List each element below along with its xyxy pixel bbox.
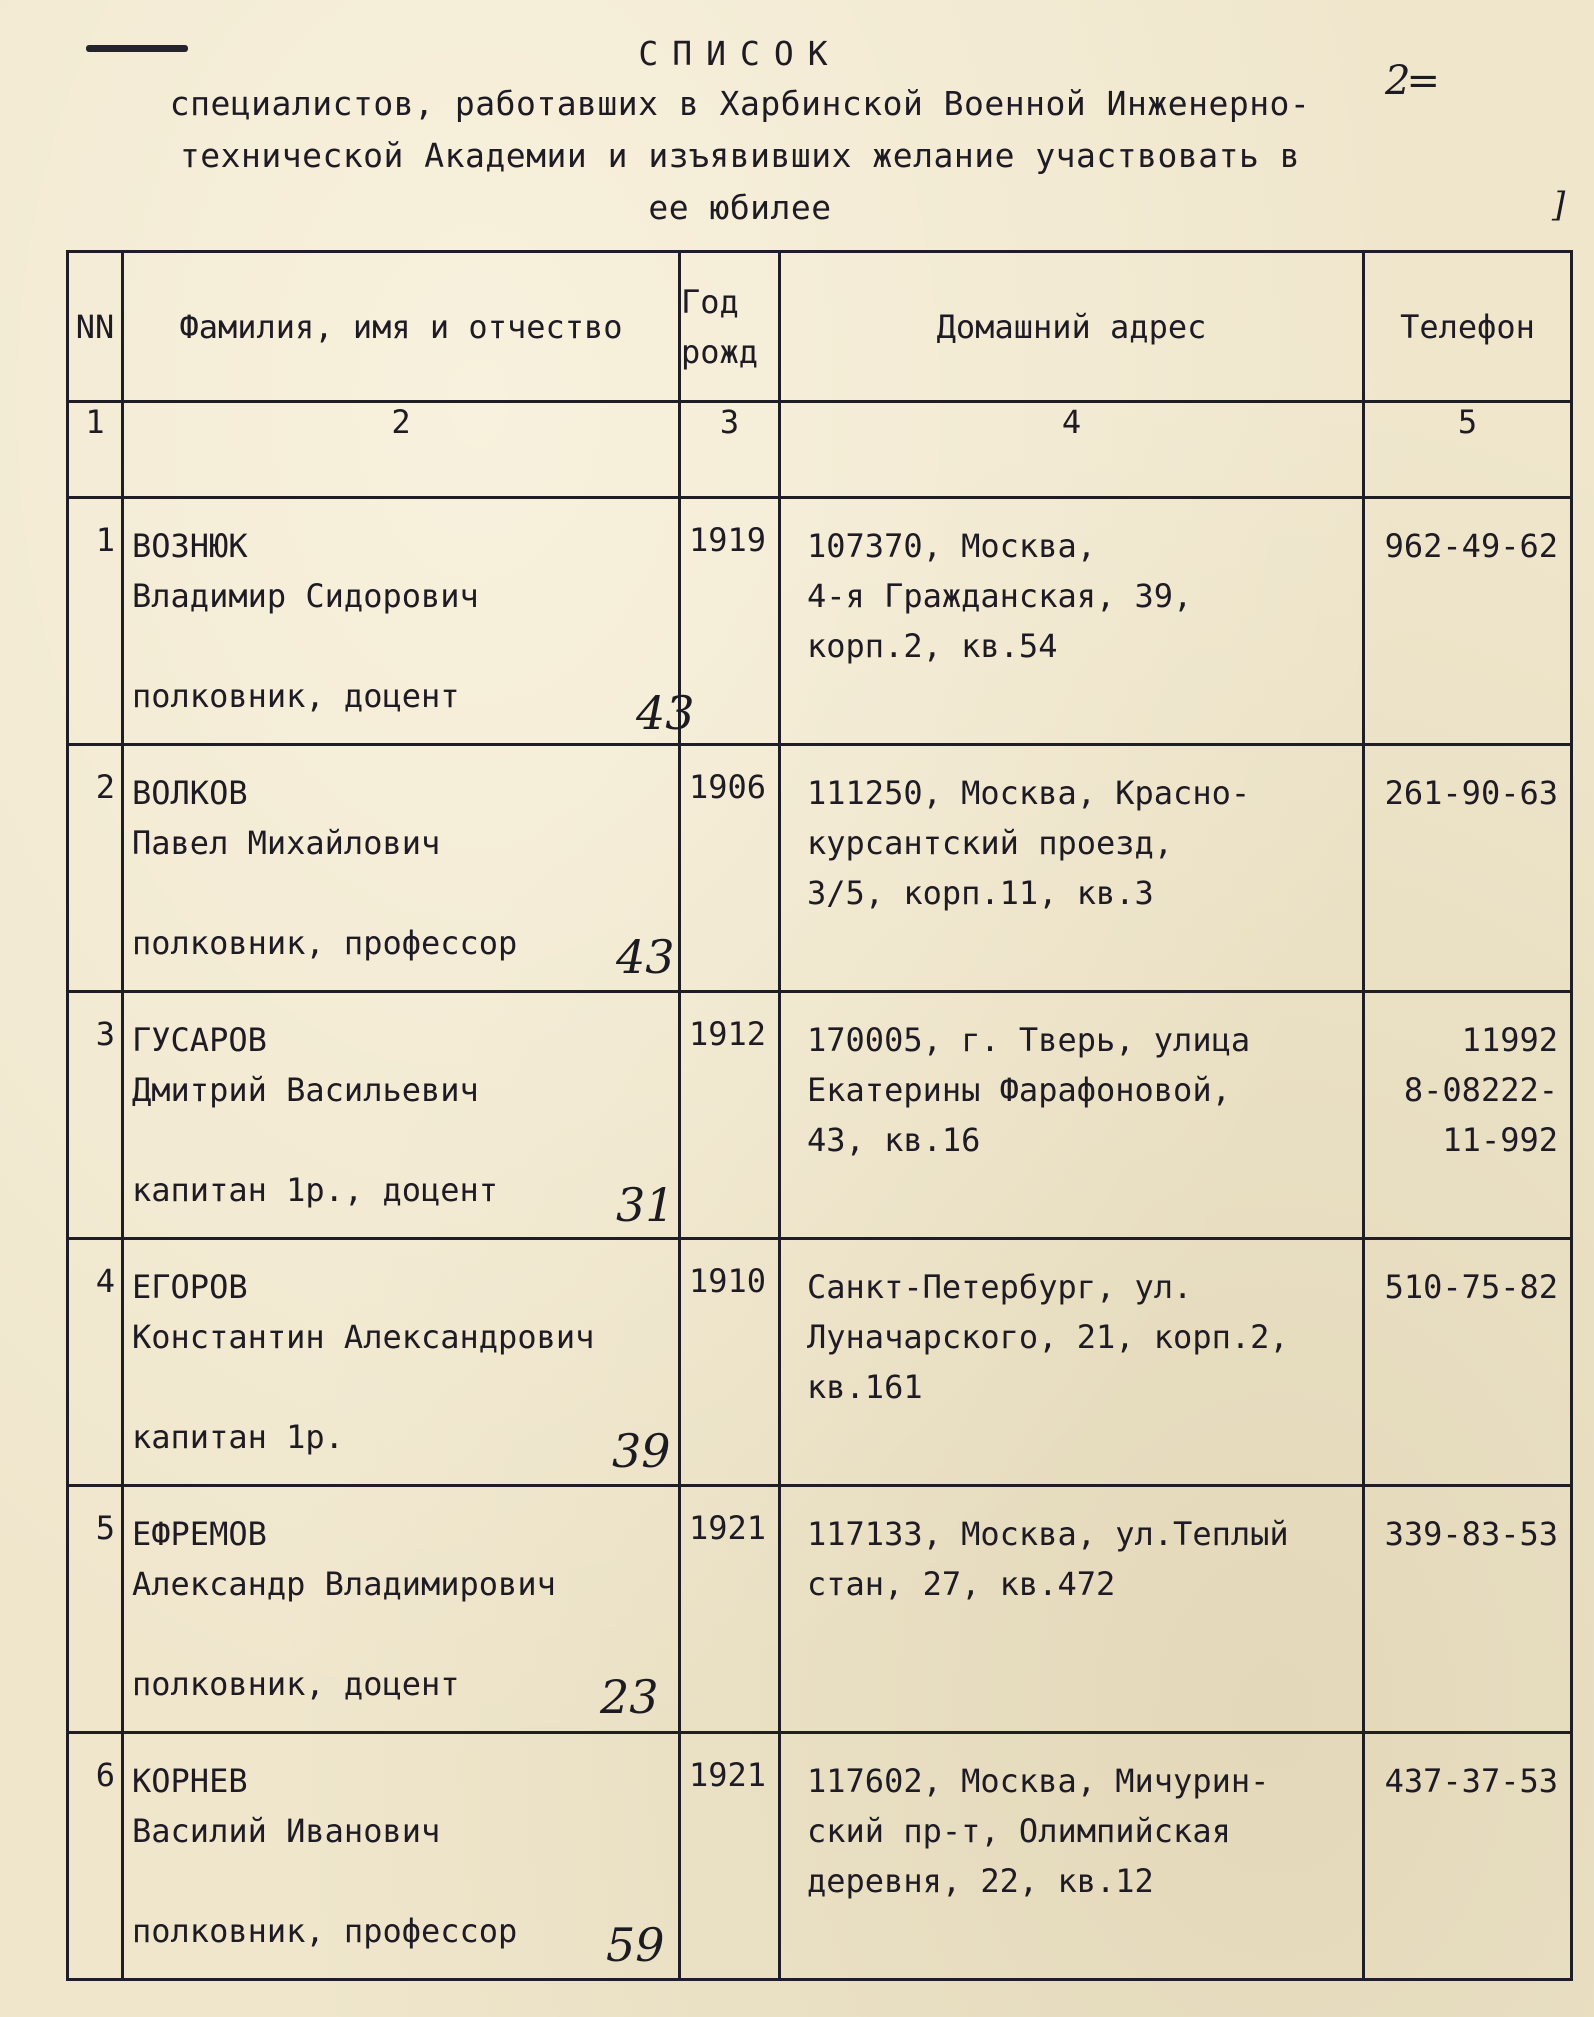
column-number: 4 [780,402,1364,498]
surname: ВОЛКОВ [132,774,248,812]
person-cell [123,745,680,992]
address-line: деревня, 22, кв.12 [807,1862,1154,1900]
row-number: 6 [68,1733,123,1980]
phone-line: 11992 [1461,1021,1558,1059]
birth-year: 1921 [680,1733,780,1980]
phone-line: 11-992 [1442,1121,1558,1159]
given-names: Владимир Сидорович [132,577,479,615]
address-line: Санкт-Петербург, ул. [807,1268,1193,1306]
surname: ЕФРЕМОВ [132,1515,267,1553]
birth-year: 1912 [680,992,780,1239]
row-number: 4 [68,1239,123,1486]
person-cell [123,992,680,1239]
column-number: 5 [1364,402,1572,498]
handwritten-row-mark: 23 [600,1670,659,1724]
person-cell [123,1239,680,1486]
specialists-table [66,250,1573,1981]
column-number: 1 [68,402,123,498]
birth-year: 1910 [680,1239,780,1486]
row-number: 3 [68,992,123,1239]
given-names: Константин Александрович [132,1318,595,1356]
given-names: Василий Иванович [132,1812,441,1850]
handwritten-row-mark: 39 [612,1424,671,1478]
table-row [68,1486,1572,1733]
phone-cell [1364,1733,1572,1980]
header-address: Домашний адрес [780,252,1364,402]
address-line: корп.2, кв.54 [807,627,1058,665]
table-row [68,1239,1572,1486]
address-cell [780,1486,1364,1733]
header-name: Фамилия, имя и отчество [123,252,680,402]
header-phone: Телефон [1364,252,1572,402]
address-line: стан, 27, кв.472 [807,1565,1116,1603]
table-row [68,992,1572,1239]
subtitle-line: технической Академии и изъявивших желание участвовать в [179,136,1301,175]
surname: КОРНЕВ [132,1762,248,1800]
address-line: 4-я Гражданская, 39, [807,577,1193,615]
phone-line: 261-90-63 [1384,774,1558,812]
address-line: ский пр-т, Олимпийская [807,1812,1231,1850]
address-line: 170005, г. Тверь, улица [807,1021,1251,1059]
address-line: кв.161 [807,1368,923,1406]
phone-cell [1364,1486,1572,1733]
column-number: 2 [123,402,680,498]
column-number-row [68,402,1572,498]
address-line: 111250, Москва, Красно- [807,774,1251,812]
table-row [68,1733,1572,1980]
handwritten-row-mark: 31 [616,1178,675,1232]
header-year [680,252,780,402]
rank: капитан 1р. [132,1418,344,1456]
birth-year: 1906 [680,745,780,992]
phone-cell [1364,498,1572,745]
person-cell [123,1486,680,1733]
address-cell [780,1239,1364,1486]
address-line: Луначарского, 21, корп.2, [807,1318,1289,1356]
address-line: 117133, Москва, ул.Теплый [807,1515,1289,1553]
address-cell [780,992,1364,1239]
row-number: 5 [68,1486,123,1733]
table-row [68,498,1572,745]
subtitle-line: ее юбилее [648,188,832,227]
handwritten-page-number: 2= [1385,58,1436,104]
address-line: 117602, Москва, Мичурин- [807,1762,1270,1800]
address-cell [780,745,1364,992]
rank: полковник, профессор [132,1912,518,1950]
phone-cell [1364,745,1572,992]
phone-line: 339-83-53 [1384,1515,1558,1553]
table-header-row [68,252,1572,402]
birth-year: 1921 [680,1486,780,1733]
phone-line: 510-75-82 [1384,1268,1558,1306]
surname: ЕГОРОВ [132,1268,248,1306]
handwritten-row-mark: 43 [636,686,695,740]
row-number: 2 [68,745,123,992]
phone-cell [1364,1239,1572,1486]
header-year-line2: рожд [681,332,759,371]
subtitle-line: специалистов, работавших в Харбинской Военной Инженерно- [169,84,1311,123]
handwritten-row-mark: 43 [616,930,675,984]
given-names: Александр Владимирович [132,1565,556,1603]
handwritten-bracket: ] [1552,185,1566,225]
address-cell [780,1733,1364,1980]
address-line: 43, кв.16 [807,1121,981,1159]
row-number: 1 [68,498,123,745]
person-cell [123,498,680,745]
rank: полковник, профессор [132,924,518,962]
address-line: 3/5, корп.11, кв.3 [807,874,1154,912]
document-title: СПИСОК [638,34,842,73]
header-nn: NN [68,252,123,402]
phone-line: 8-08222- [1403,1071,1558,1109]
surname: ГУСАРОВ [132,1021,267,1059]
person-cell [123,1733,680,1980]
header-year-line1: Год [681,282,739,321]
birth-year: 1919 [680,498,780,745]
phone-line: 962-49-62 [1384,527,1558,565]
phone-line: 437-37-53 [1384,1762,1558,1800]
given-names: Дмитрий Васильевич [132,1071,479,1109]
table-row [68,745,1572,992]
phone-cell [1364,992,1572,1239]
given-names: Павел Михайлович [132,824,441,862]
address-line: курсантский проезд, [807,824,1174,862]
rank: полковник, доцент [132,677,460,715]
rank: капитан 1р., доцент [132,1171,499,1209]
address-line: 107370, Москва, [807,527,1096,565]
address-line: Екатерины Фарафоновой, [807,1071,1231,1109]
column-number: 3 [680,402,780,498]
handwritten-row-mark: 59 [606,1918,665,1972]
document-header [150,28,1330,234]
surname: ВОЗНЮК [132,527,248,565]
rank: полковник, доцент [132,1665,460,1703]
address-cell [780,498,1364,745]
